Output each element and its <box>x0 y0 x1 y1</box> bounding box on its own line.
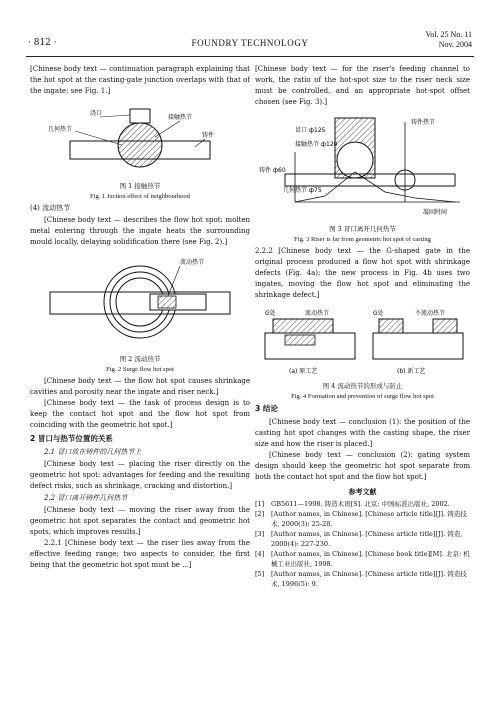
reference-item <box>255 569 470 589</box>
left-paragraph-5: [Chinese body text — placing the riser directly on the geometric hot spot: advantages for feeding and the resulting defect risks, such as shrinkage, cracking and distortion.] <box>30 460 250 490</box>
reference-item <box>255 549 470 569</box>
fig4-caption-cn: 图 4 流动热节的形成与防止 <box>322 382 403 390</box>
left-column <box>30 64 250 571</box>
fig3-caption-en: Fig. 3 Riser is far from geometric hot spot of casting <box>294 236 431 243</box>
volume-info <box>426 30 472 50</box>
conclusion-1: [Chinese body text — conclusion (1): the position of the casting hot spot changes with the casting shape, the riser size and how the riser is placed.] <box>255 418 470 448</box>
reference-text: [Author names, in Chinese]. [Chinese book title][M]. 北京: 机械工业出版社, 1998. <box>271 550 470 568</box>
reference-text: [Author names, in Chinese]. [Chinese article title][J]. 铸造, 2000(4): 227-230. <box>271 530 463 548</box>
fig1-caption-cn: 图 1 接触热节 <box>119 182 161 190</box>
fig3-label-contact: 接触热节 ф120 <box>295 141 338 148</box>
conclusion-2: [Chinese body text — conclusion (2): gating system design should keep the geometric hot spot separate from both the contact hot spot and the flow hot spot.] <box>255 451 470 481</box>
figure-3 <box>255 112 470 244</box>
fig3-label-geom: 几何热节 ф75 <box>283 187 322 194</box>
left-paragraph-2: [Chinese body text — describes the flow hot spot: molten metal entering through the ingate heats the surrounding mould locally, delaying solidification there (see Fig. 2).] <box>30 216 250 246</box>
page-number: · 812 · <box>28 38 57 48</box>
fig2-caption-en: Fig. 2 Surge flow hot spot <box>106 366 174 373</box>
fig4b-label-g: G处 <box>373 310 384 317</box>
reference-item <box>255 509 470 529</box>
right-paragraph-1: [Chinese body text — for the riser's feeding channel to work, the ratio of the hot-spot size to the riser neck size must be controlled, and an appropriate hot-spot offset chosen (see Fig. 3).] <box>255 65 470 106</box>
left-paragraph-7: 2.2.1 [Chinese body text — the riser lies away from the effective feeding range; two aspects to consider, the first being that the geometric hot spot must be ...] <box>30 539 250 569</box>
issue-date: Nov. 2004 <box>438 40 472 49</box>
figure-2-drawing <box>30 252 250 350</box>
fig1-label-gate: 浇口 <box>90 110 103 117</box>
right-paragraph-2: 2.2.2 [Chinese body text — the G-shaped gate in the original process produced a flow hot spot with shrinkage defects (Fig. 4a); the new process in Fig. 4b uses two ingates, moving the flow hot spot and eliminating the shrinkage defect.] <box>255 247 470 299</box>
fig4b-label-noflow: 不流动热节 <box>415 310 446 317</box>
left-paragraph-6: [Chinese body text — moving the riser away from the geometric hot spot separates the contact and geometric hot spots, which improves results.] <box>30 506 250 536</box>
reference-number: [4] <box>255 550 265 558</box>
journal-name: FOUNDRY TECHNOLOGY <box>191 38 309 48</box>
running-header <box>26 28 474 57</box>
fig4a-subcaption: (a) 原工艺 <box>289 368 318 375</box>
figure-3-drawing <box>255 112 470 220</box>
fig1-label-casting: 铸件 <box>202 132 215 139</box>
fig1-caption-en: Fig. 1 Juction effect of neighbourhood <box>90 193 190 200</box>
left-paragraph-4: [Chinese body text — the task of process design is to keep the contact hot spot and the flow hot spot from coinciding with the geometric hot spot.] <box>30 399 250 429</box>
reference-number: [1] <box>255 500 265 508</box>
reference-text: [Author names, in Chinese]. [Chinese article title][J]. 铸造技术, 1996(5): 9. <box>271 570 467 588</box>
volume-number: Vol. 25 No. 11 <box>425 30 472 39</box>
references-heading: 参考文献 <box>348 488 377 496</box>
fig4a-label-flow: 流动热节 <box>305 310 330 317</box>
fig4b-runner-left <box>379 319 403 333</box>
reference-list <box>255 499 470 589</box>
fig4a-label-g: G处 <box>265 310 276 317</box>
left-paragraph-3: [Chinese body text — the flow hot spot causes shrinkage cavities and porosity near the ingate and riser neck.] <box>30 377 250 396</box>
left-paragraph-1: [Chinese body text — continuation paragraph explaining that the hot spot at the casting-gate junction overlaps with that of the ingate; see Fig. 1.] <box>30 65 250 95</box>
fig1-hotspot-circle <box>118 123 162 167</box>
reference-number: [5] <box>255 570 265 578</box>
figure-4-drawing <box>255 305 470 377</box>
section-2-1-heading: 2.1 冒口放在铸件的几何热节上 <box>44 448 142 456</box>
fig3-label-casting-hs: 铸件热节 <box>411 119 436 126</box>
fig3-label-casting: 铸件 ф60 <box>259 167 286 174</box>
fig2-caption-cn: 图 2 流动热节 <box>119 355 161 363</box>
fig4b-runner-right <box>433 319 457 333</box>
fig4b-casting <box>373 333 463 359</box>
reference-text: GB5611—1998. 铸造术语[S]. 北京: 中国标准出版社, 2002. <box>271 500 450 508</box>
figure-4 <box>255 305 470 401</box>
fig3-contact-circle <box>337 142 373 178</box>
fig1-gate <box>130 109 150 123</box>
fig3-label-riser: 冒口 ф125 <box>295 127 326 134</box>
figure-1-drawing <box>30 101 250 177</box>
figure-2 <box>30 252 250 374</box>
section-2-2-heading: 2.2 冒口离开铸件几何热节 <box>44 494 128 502</box>
fig4a-flow-hotspot <box>285 335 315 345</box>
reference-item <box>255 499 470 509</box>
reference-number: [2] <box>255 510 265 518</box>
section-4-heading: (4) 流动热节 <box>30 204 71 212</box>
fig2-flow-hotspot <box>158 296 176 308</box>
fig1-label-contact: 接触热节 <box>168 114 193 121</box>
section-2-heading: 2 冒口与热节位置的关系 <box>30 434 113 443</box>
reference-item <box>255 529 470 549</box>
fig1-label-geom: 几何热节 <box>48 126 73 133</box>
fig4a-runner <box>273 319 333 333</box>
reference-number: [3] <box>255 530 265 538</box>
right-column <box>255 64 470 589</box>
fig4b-subcaption: (b) 新工艺 <box>397 368 426 375</box>
fig2-label-flow: 流动热节 <box>180 259 205 266</box>
fig3-label-time: 凝固时间 <box>423 209 448 216</box>
reference-text: [Author names, in Chinese]. [Chinese article title][J]. 铸造技术, 2000(3): 25-28. <box>271 510 467 528</box>
figure-1 <box>30 101 250 201</box>
fig4-caption-en: Fig. 4 Formation and prevention of surge flow hot spot <box>291 393 434 400</box>
section-3-heading: 3 结论 <box>255 404 278 413</box>
fig3-caption-cn: 图 3 冒口离开几何热节 <box>329 225 396 233</box>
